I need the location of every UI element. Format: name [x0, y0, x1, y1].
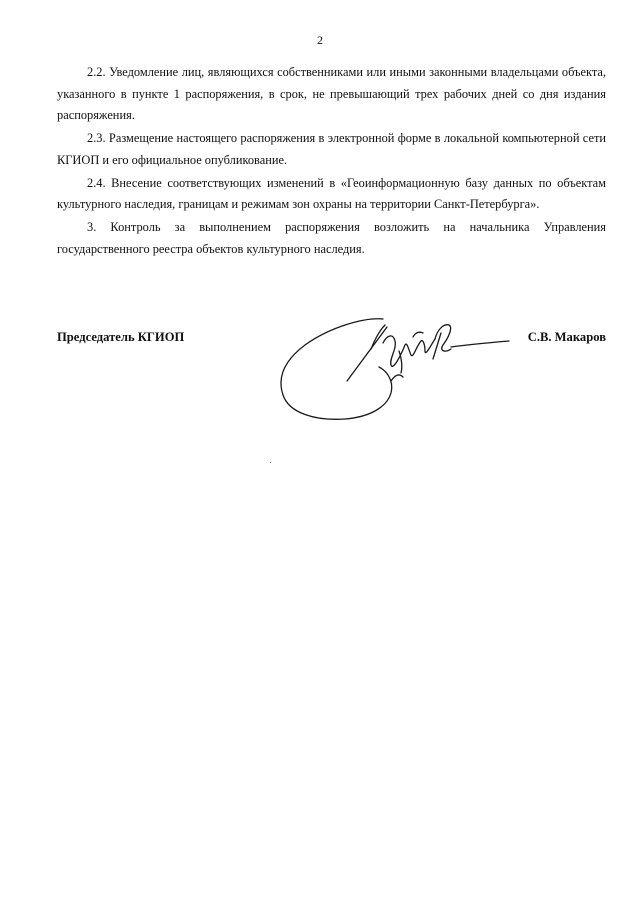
document-body [57, 62, 606, 262]
handwritten-signature [275, 315, 515, 427]
scan-artifact [270, 462, 271, 463]
paragraph-2-3: 2.3. Размещение настоящего распоряжения в электронной форме в локальной компьютерной сети КГИОП и его официальное опубликование. [57, 131, 606, 167]
paragraph-3: 3. Контроль за выполнением распоряжения возложить на начальника Управления государственного реестра объектов культурного наследия. [57, 220, 606, 256]
page-number: 2 [317, 33, 323, 47]
signer-name: С.В. Макаров [527, 330, 606, 344]
paragraph-2-2: 2.2. Уведомление лиц, являющихся собственниками или иными законными владельцами объекта, указанного в пункте 1 распоряжения, в срок, не превышающий трех рабочих дней со дня издания распоряжения. [57, 65, 606, 122]
paragraph-2-4: 2.4. Внесение соответствующих изменений в «Геоинформационную базу данных по объектам культурного наследия, границам и режимам зон охраны на территории Санкт-Петербурга». [57, 175, 606, 211]
signer-title: Председатель КГИОП [57, 330, 185, 344]
